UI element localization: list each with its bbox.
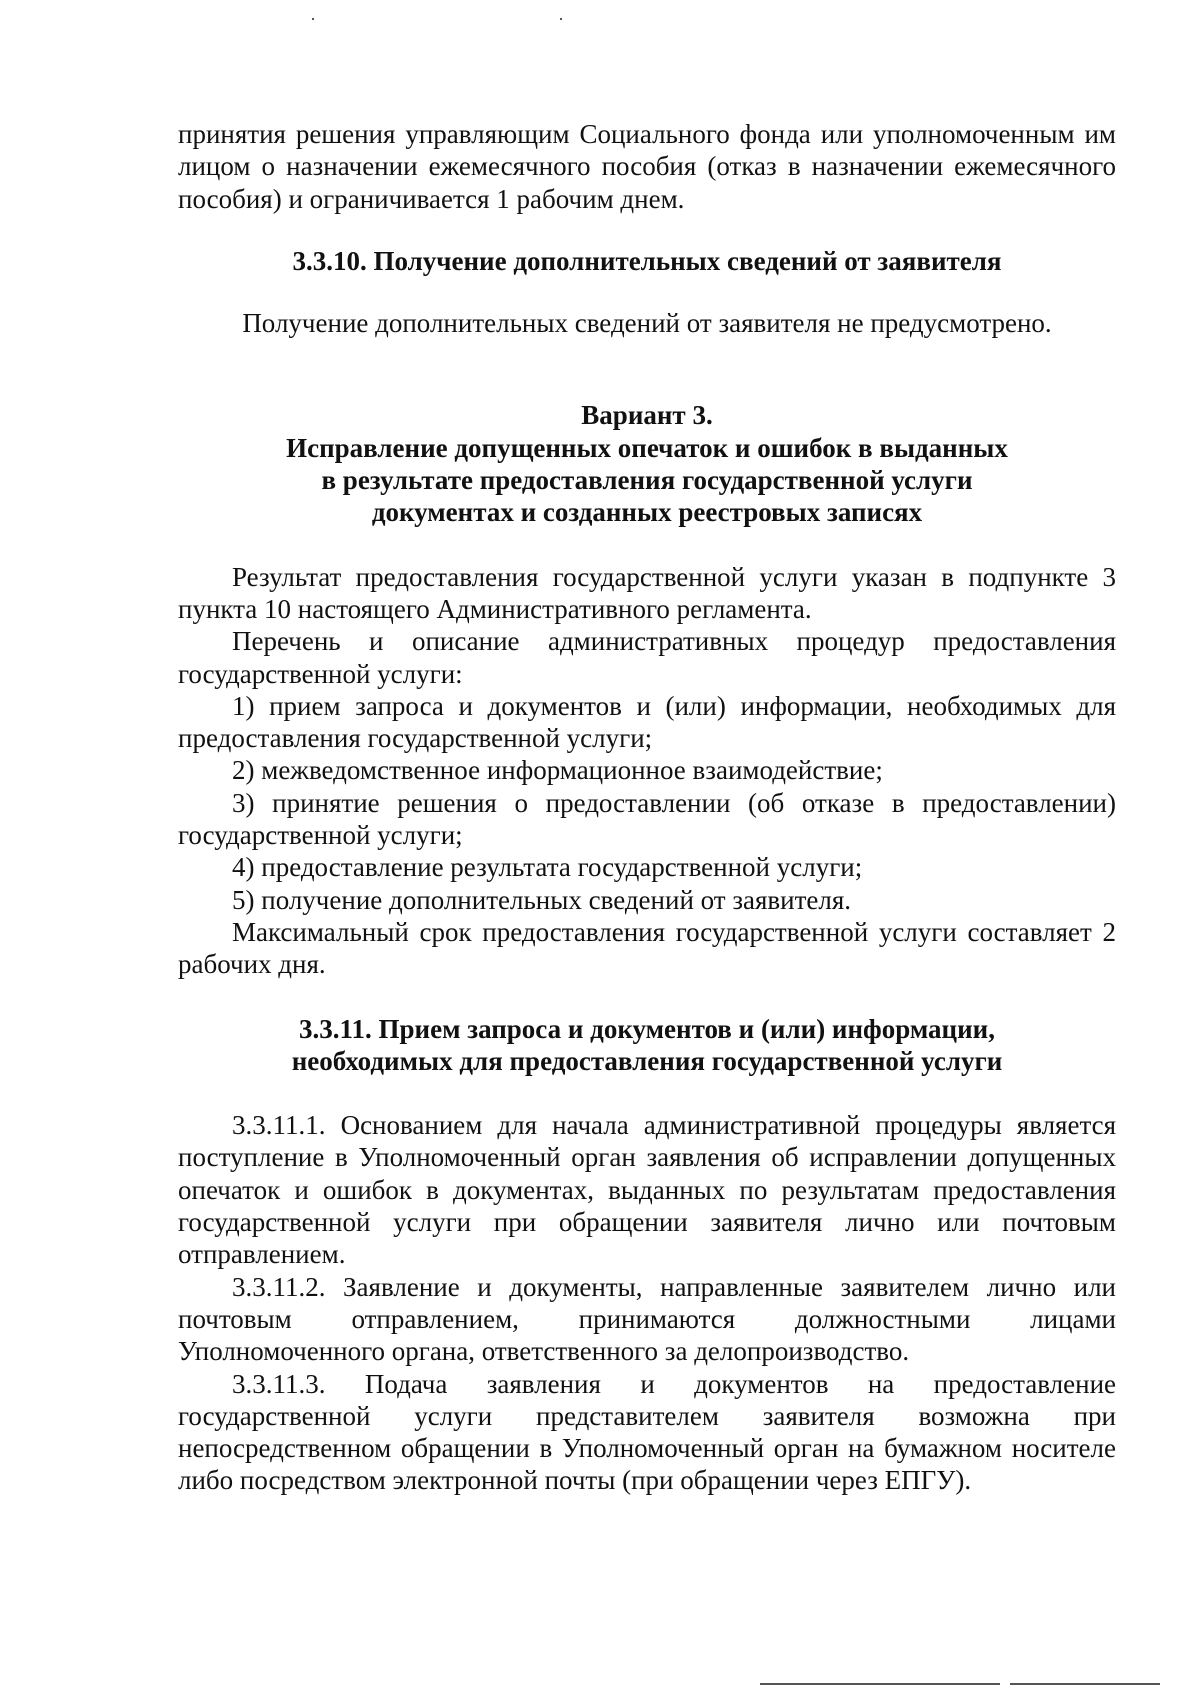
section-3-3-11-heading-line: необходимых для предоставления государственной услуги <box>291 1045 1003 1076</box>
procedure-list-item: 2) межведомственное информационное взаимодействие; <box>232 755 883 786</box>
scan-artifact-top <box>560 18 562 20</box>
section-3-3-11-paragraph: 3.3.11.3. Подача заявления и документов на предоставление государственной услуги представителем заявителя возможна при непосредственном обращении в Уполномоченный орган на бумажном носителе либо посредством электронной почты (при обращении через ЕПГУ). <box>178 1368 1116 1496</box>
section-3-3-11-paragraph: 3.3.11.1. Основанием для начала административной процедуры является поступление в Уполномоченный орган заявления об исправлении допущенных опечаток и ошибок в документах, выданных по результатам предоставления государственной услуги при обращении заявителя лично или почтовым отправлением. <box>178 1110 1116 1270</box>
procedure-list-item: 1) прием запроса и документов и (или) информации, необходимых для предоставления государственной услуги; <box>178 690 1116 754</box>
document-page <box>178 118 1116 1497</box>
variant-subtitle-line: в результате предоставления государственной услуги <box>321 465 973 496</box>
procedure-list-item: 3) принятие решения о предоставлении (об отказе в предоставлении) государственной услуги; <box>178 787 1116 851</box>
variant-subtitle-line: документах и созданных реестровых записях <box>371 497 923 528</box>
section-3-3-10-body: Получение дополнительных сведений от заявителя не предусмотрено. <box>242 308 1052 339</box>
variant-paragraph: Максимальный срок предоставления государственной услуги составляет 2 рабочих дня. <box>178 916 1116 980</box>
section-3-3-10-heading: 3.3.10. Получение дополнительных сведений от заявителя <box>292 245 1002 276</box>
scan-artifact-bottom <box>760 1683 1000 1685</box>
intro-paragraph: принятия решения управляющим Социального фонда или уполномоченным им лицом о назначении ежемесячного пособия (отказ в назначении ежемесячного пособия) и ограничивается 1 рабочим днем. <box>178 119 1116 214</box>
scan-artifact-top <box>312 18 314 20</box>
procedure-list-item: 4) предоставление результата государственной услуги; <box>232 852 863 883</box>
variant-title: Вариант 3. <box>581 400 713 431</box>
scan-artifact-bottom <box>1010 1683 1160 1685</box>
variant-paragraph: Результат предоставления государственной услуги указан в подпункте 3 пункта 10 настоящего Административного регламента. <box>178 561 1116 624</box>
procedure-list-item: 5) получение дополнительных сведений от заявителя. <box>232 884 852 915</box>
variant-paragraph: Перечень и описание административных процедур предоставления государственной услуги: <box>178 626 1116 689</box>
section-3-3-11-heading-line: 3.3.11. Прием запроса и документов и (или) информации, <box>299 1013 995 1044</box>
variant-subtitle-line: Исправление допущенных опечаток и ошибок в выданных <box>286 432 1008 463</box>
section-3-3-11-paragraph: 3.3.11.2. Заявление и документы, направленные заявителем лично или почтовым отправлением, принимаются должностными лицами Уполномоченного органа, ответственного за делопроизводство. <box>178 1271 1116 1367</box>
